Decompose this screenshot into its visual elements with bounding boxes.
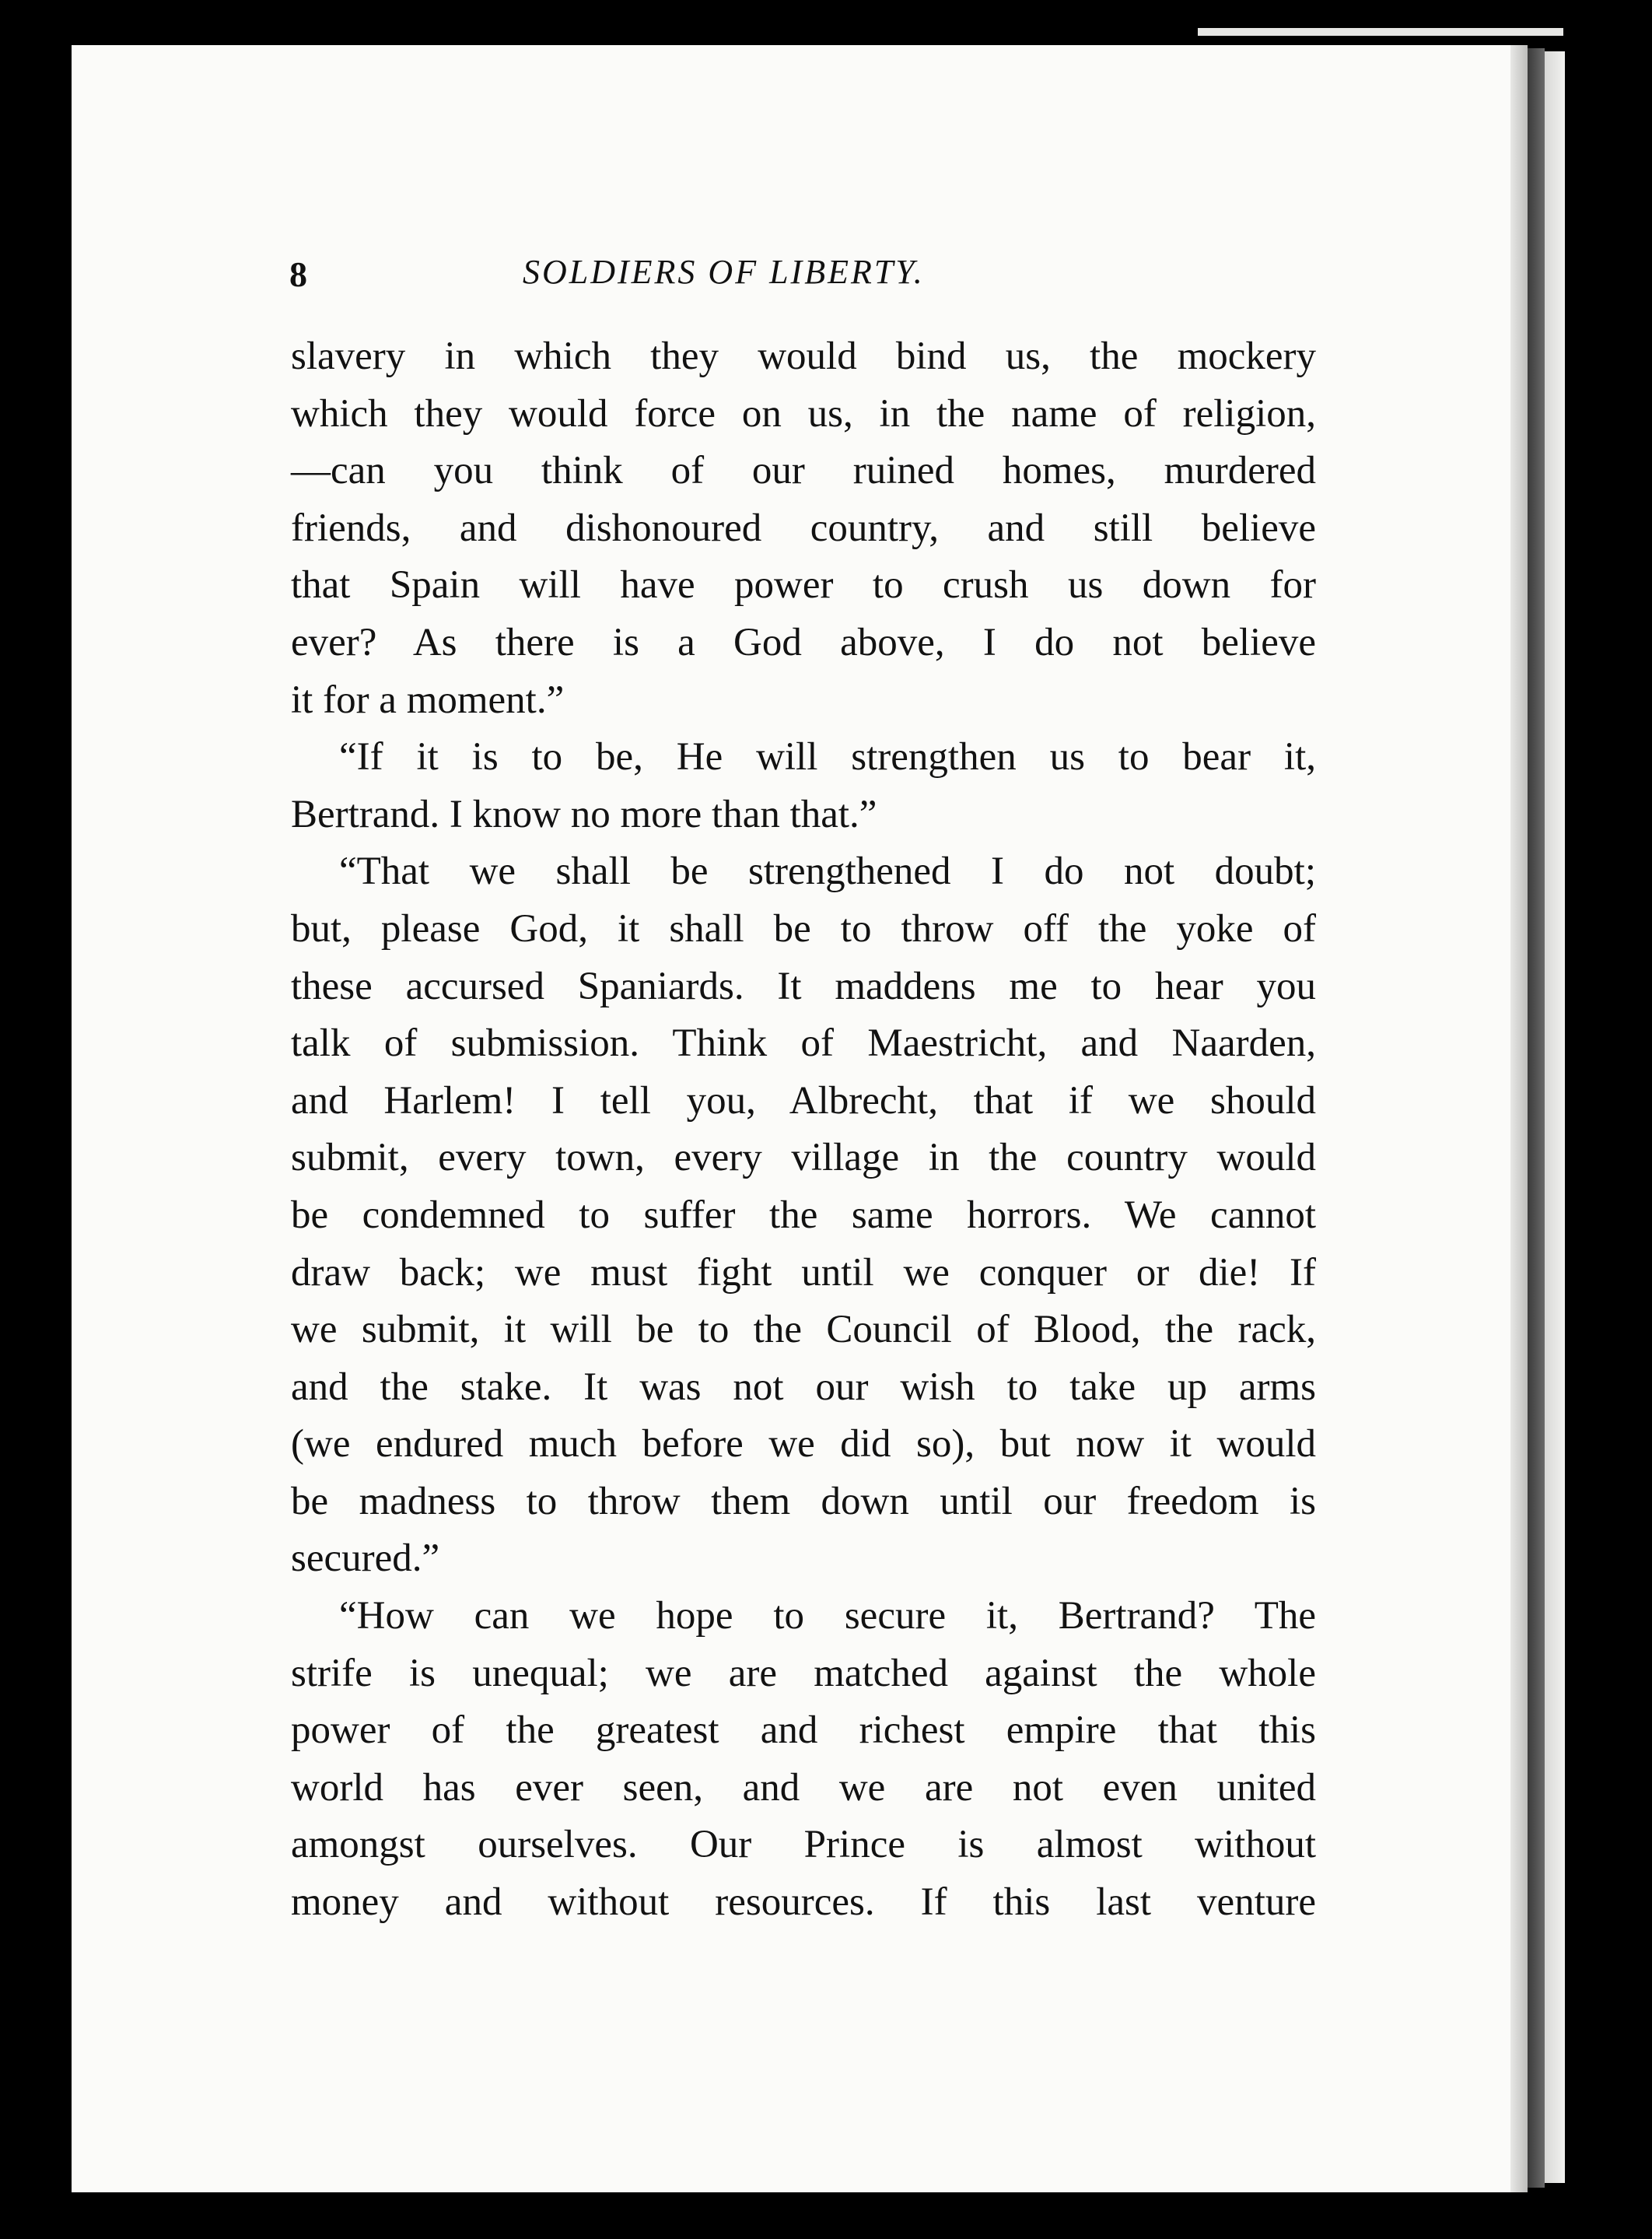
text-line: “That we shall be strengthened I do not doubt; xyxy=(339,850,1316,894)
text-line: money and without resources. If this last venture xyxy=(291,1880,1316,1925)
text-line: friends, and dishonoured country, and still believe xyxy=(291,506,1316,550)
text-line: and the stake. It was not our wish to take up arms xyxy=(291,1365,1316,1409)
text-line: these accursed Spaniards. It maddens me to hear you xyxy=(291,964,1316,1008)
text-line: Bertrand. I know no more than that.” xyxy=(291,792,877,836)
next-page-edge xyxy=(1545,51,1565,2183)
text-line: but, please God, it shall be to throw off the yoke of xyxy=(291,906,1316,951)
text-line: draw back; we must fight until we conquer or die! If xyxy=(291,1250,1316,1295)
text-line: (we endured much before we did so), but now it would xyxy=(291,1422,1316,1466)
text-line: world has ever seen, and we are not even united xyxy=(291,1765,1316,1810)
text-line: and Harlem! I tell you, Albrecht, that if we should xyxy=(291,1078,1316,1123)
text-line: submit, every town, every village in the country would xyxy=(291,1136,1316,1180)
page-number: 8 xyxy=(289,254,307,294)
text-line: ever? As there is a God above, I do not believe xyxy=(291,620,1316,664)
text-line: which they would force on us, in the name of religion, xyxy=(291,391,1316,436)
text-line: “If it is to be, He will strengthen us to bear it, xyxy=(339,735,1316,780)
text-line: secured.” xyxy=(291,1536,440,1581)
page-edge-shadow xyxy=(1510,45,1528,2192)
running-title: SOLDIERS OF LIBERTY. xyxy=(523,253,925,291)
text-line: “How can we hope to secure it, Bertrand? The xyxy=(339,1594,1316,1638)
text-line: we submit, it will be to the Council of Blood, the rack, xyxy=(291,1308,1316,1352)
text-line: strife is unequal; we are matched against the whole xyxy=(291,1651,1316,1695)
text-line: slavery in which they would bind us, the mockery xyxy=(291,335,1316,378)
text-line: that Spain will have power to crush us down for xyxy=(291,563,1316,608)
text-line: be madness to throw them down until our freedom is xyxy=(291,1479,1316,1523)
body-text xyxy=(291,328,1316,1932)
text-line: —can you think of our ruined homes, murdered xyxy=(291,449,1316,493)
text-line: amongst ourselves. Our Prince is almost without xyxy=(291,1823,1316,1867)
running-head xyxy=(289,246,1332,308)
text-line: power of the greatest and richest empire that this xyxy=(291,1708,1316,1753)
text-line: it for a moment.” xyxy=(291,678,565,722)
scan-edge-strip xyxy=(1198,28,1563,36)
text-line: be condemned to suffer the same horrors. We cannot xyxy=(291,1193,1316,1237)
book-spine-edge xyxy=(1528,48,1545,2188)
text-line: talk of submission. Think of Maestricht, and Naarden, xyxy=(291,1021,1316,1066)
